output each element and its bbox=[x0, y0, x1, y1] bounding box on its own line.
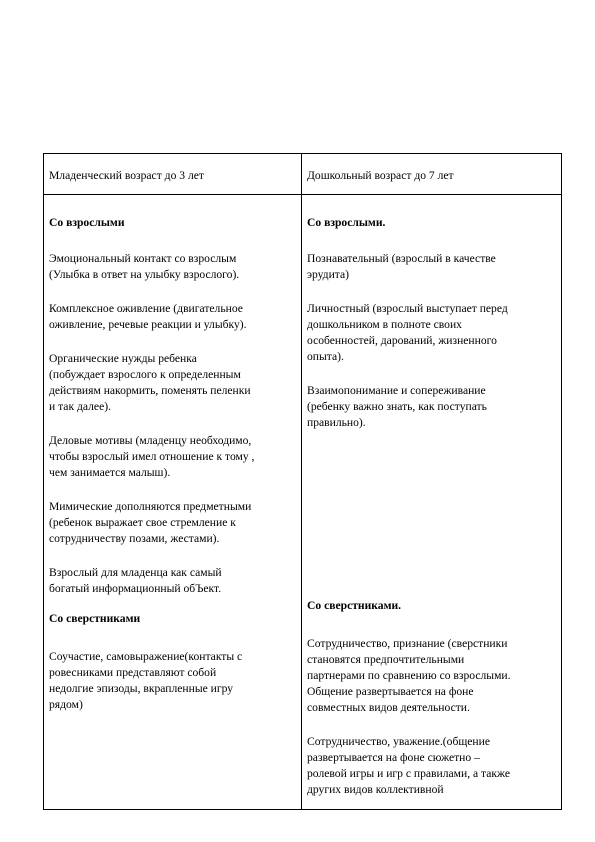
infant-adults-item: Комплексное оживление (двигательное оживление, речевые реакции и улыбку). bbox=[49, 302, 247, 331]
preschool-peers-title: Со сверстниками. bbox=[307, 599, 402, 612]
infant-adults-item: Мимические дополняются предметными (ребенок выражает свое стремление к сотрудничеству позами, жестами). bbox=[49, 500, 252, 545]
infant-adults-item: Органические нужды ребенка (побуждает взрослого к определенным действиям накормить, поменять пеленки и так далее). bbox=[49, 352, 251, 413]
comparison-table bbox=[43, 153, 562, 810]
table-header-row bbox=[44, 154, 562, 195]
infant-adults-title: Со взрослыми bbox=[49, 216, 125, 229]
preschool-adults-item: Личностный (взрослый выступает перед дошкольником в полноте своих особенностей, дарований, жизненного опыта). bbox=[307, 302, 508, 363]
header-preschool: Дошкольный возраст до 7 лет bbox=[302, 154, 562, 195]
preschool-column bbox=[302, 195, 562, 810]
infant-adults-item: Деловые мотивы (младенцу необходимо, чтобы взрослый имел отношение к тому , чем занимается малыш). bbox=[49, 434, 255, 479]
preschool-adults-title: Со взрослыми. bbox=[307, 216, 386, 229]
preschool-adults-item: Взаимопонимание и сопереживание (ребенку важно знать, как поступать правильно). bbox=[307, 384, 487, 429]
preschool-adults-item: Познавательный (взрослый в качестве эрудита) bbox=[307, 252, 496, 281]
table-body-row bbox=[44, 195, 562, 810]
infant-adults-item: Эмоциональный контакт со взрослым (Улыбка в ответ на улыбку взрослого). bbox=[49, 252, 240, 281]
preschool-peers-item: Сотрудничество, признание (сверстники становятся предпочтительными партнерами по сравнению со взрослыми. Общение развертывается на фоне совместных видов деятельности. bbox=[307, 637, 511, 714]
infant-peers-title: Со сверстниками bbox=[49, 612, 141, 625]
infant-adults-item: Взрослый для младенца как самый богатый информационный обЪект. bbox=[49, 566, 222, 595]
infant-peers-item: Соучастие, самовыражение(контакты с ровесниками представляют собой недолгие эпизоды, вкрапленные игру рядом) bbox=[49, 650, 243, 711]
header-infant: Младенческий возраст до 3 лет bbox=[44, 154, 302, 195]
infant-column bbox=[44, 195, 302, 810]
preschool-peers-item: Сотрудничество, уважение.(общение развертывается на фоне сюжетно – ролевой игры и игр с правилами, а также других видов коллективной bbox=[307, 735, 511, 796]
